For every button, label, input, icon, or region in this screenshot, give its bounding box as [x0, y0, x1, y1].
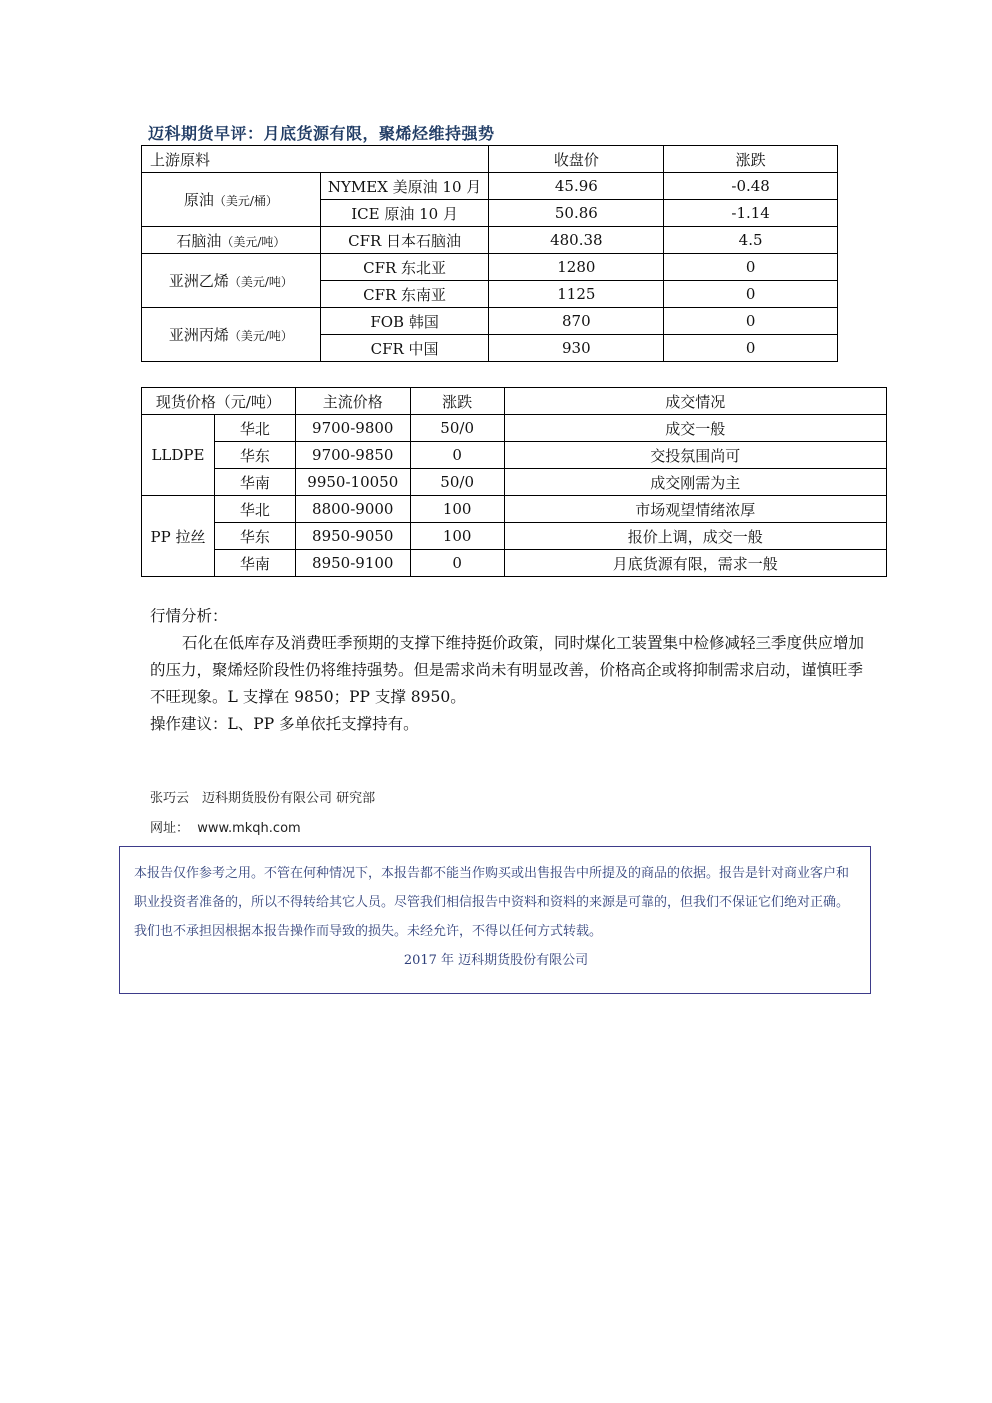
- page-title: 迈科期货早评：月底货源有限，聚烯烃维持强势: [148, 124, 495, 143]
- region-cell: 华南: [214, 469, 295, 496]
- status-cell: 报价上调，成交一般: [504, 523, 886, 550]
- table-row: [142, 415, 887, 442]
- change-cell: 100: [410, 496, 504, 523]
- author-block: [150, 784, 375, 844]
- price-cell: 8950-9100: [295, 550, 410, 577]
- group-unit: （美元/桶）: [213, 194, 278, 208]
- price-cell: 870: [489, 308, 664, 335]
- group-cell: [142, 173, 321, 227]
- website-label: 网址：: [150, 821, 190, 836]
- change-cell: 0: [410, 550, 504, 577]
- header-cell: 涨跌: [664, 146, 838, 173]
- item-cell: CFR 东南亚: [320, 281, 489, 308]
- change-cell: 100: [410, 523, 504, 550]
- website-link[interactable]: www.mkqh.com: [197, 821, 301, 836]
- operation-advice: 操作建议：L、PP 多单依托支撑持有。: [150, 715, 419, 733]
- header-cell: 现货价格（元/吨）: [142, 388, 296, 415]
- group-unit: （美元/吨）: [228, 329, 293, 343]
- region-cell: 华北: [214, 496, 295, 523]
- group-name: 亚洲乙烯: [168, 272, 229, 290]
- group-cell: [142, 254, 321, 308]
- change-cell: -0.48: [664, 173, 838, 200]
- change-cell: -1.14: [664, 200, 838, 227]
- region-cell: 华东: [214, 442, 295, 469]
- header-cell: 主流价格: [295, 388, 410, 415]
- group-cell: [142, 227, 321, 254]
- change-cell: 0: [410, 442, 504, 469]
- change-cell: 0: [664, 281, 838, 308]
- price-cell: 1280: [489, 254, 664, 281]
- status-cell: 成交刚需为主: [504, 469, 886, 496]
- product-cell: PP 拉丝: [142, 496, 215, 577]
- price-cell: 930: [489, 335, 664, 362]
- group-name: 石脑油: [176, 231, 222, 250]
- upstream-table: [141, 145, 838, 362]
- item-cell: CFR 日本石脑油: [320, 227, 489, 254]
- header-cell: 上游原料: [142, 146, 489, 173]
- group-name: 亚洲丙烯: [168, 326, 229, 344]
- table-row: [142, 227, 838, 254]
- table-row: [142, 308, 838, 335]
- header-cell: 收盘价: [489, 146, 664, 173]
- disclaimer-box: [119, 846, 871, 994]
- item-cell: FOB 韩国: [320, 308, 489, 335]
- change-cell: 0: [664, 335, 838, 362]
- change-cell: 0: [664, 254, 838, 281]
- analysis-section: [150, 603, 870, 738]
- product-cell: LLDPE: [142, 415, 215, 496]
- table-header-row: [142, 388, 887, 415]
- website-line: [150, 814, 375, 844]
- price-cell: 9950-10050: [295, 469, 410, 496]
- status-cell: 市场观望情绪浓厚: [504, 496, 886, 523]
- region-cell: 华东: [214, 523, 295, 550]
- price-cell: 45.96: [489, 173, 664, 200]
- region-cell: 华北: [214, 415, 295, 442]
- price-cell: 8950-9050: [295, 523, 410, 550]
- table-row: [142, 523, 887, 550]
- table-row: [142, 442, 887, 469]
- change-cell: 50/0: [410, 469, 504, 496]
- table-row: [142, 496, 887, 523]
- group-name: 原油: [183, 191, 214, 209]
- price-cell: 9700-9800: [295, 415, 410, 442]
- group-unit: （美元/吨）: [228, 275, 293, 289]
- item-cell: CFR 东北亚: [320, 254, 489, 281]
- group-cell: [142, 308, 321, 362]
- status-cell: 交投氛围尚可: [504, 442, 886, 469]
- change-cell: 50/0: [410, 415, 504, 442]
- status-cell: 月底货源有限，需求一般: [504, 550, 886, 577]
- change-cell: 0: [664, 308, 838, 335]
- price-cell: 9700-9850: [295, 442, 410, 469]
- price-cell: 480.38: [489, 227, 664, 254]
- analysis-body: 石化在低库存及消费旺季预期的支撑下维持挺价政策，同时煤化工装置集中检修减轻三季度供应增加的压力，聚烯烃阶段性仍将维持强势。但是需求尚未有明显改善，价格高企或将抑制需求启动，谨慎旺季不旺现象。L 支撑在 9850；PP 支撑 8950。: [150, 634, 865, 706]
- region-cell: 华南: [214, 550, 295, 577]
- item-cell: CFR 中国: [320, 335, 489, 362]
- price-cell: 1125: [489, 281, 664, 308]
- header-cell: 涨跌: [410, 388, 504, 415]
- author-line: 张巧云 迈科期货股份有限公司 研究部: [150, 791, 376, 806]
- table-header-row: [142, 146, 838, 173]
- spot-price-table: [141, 387, 887, 577]
- item-cell: NYMEX 美原油 10 月: [320, 173, 489, 200]
- header-cell: 成交情况: [504, 388, 886, 415]
- item-cell: ICE 原油 10 月: [320, 200, 489, 227]
- price-cell: 50.86: [489, 200, 664, 227]
- table-row: [142, 173, 838, 200]
- price-cell: 8800-9000: [295, 496, 410, 523]
- disclaimer-text: 本报告仅作参考之用。不管在何种情况下，本报告都不能当作购买或出售报告中所提及的商品的依据。报告是针对商业客户和职业投资者准备的，所以不得转给其它人员。尽管我们相信报告中资料和资料的来源是可靠的，但我们不保证它们绝对正确。我们也不承担因根据本报告操作而导致的损失。未经允许，不得以任何方式转载。: [134, 866, 850, 939]
- copyright-footer: 2017 年 迈科期货股份有限公司: [403, 953, 589, 968]
- table-row: [142, 254, 838, 281]
- analysis-heading: 行情分析：: [150, 607, 228, 625]
- table-row: [142, 469, 887, 496]
- status-cell: 成交一般: [504, 415, 886, 442]
- table-row: [142, 550, 887, 577]
- group-unit: （美元/吨）: [221, 234, 286, 249]
- change-cell: 4.5: [664, 227, 838, 254]
